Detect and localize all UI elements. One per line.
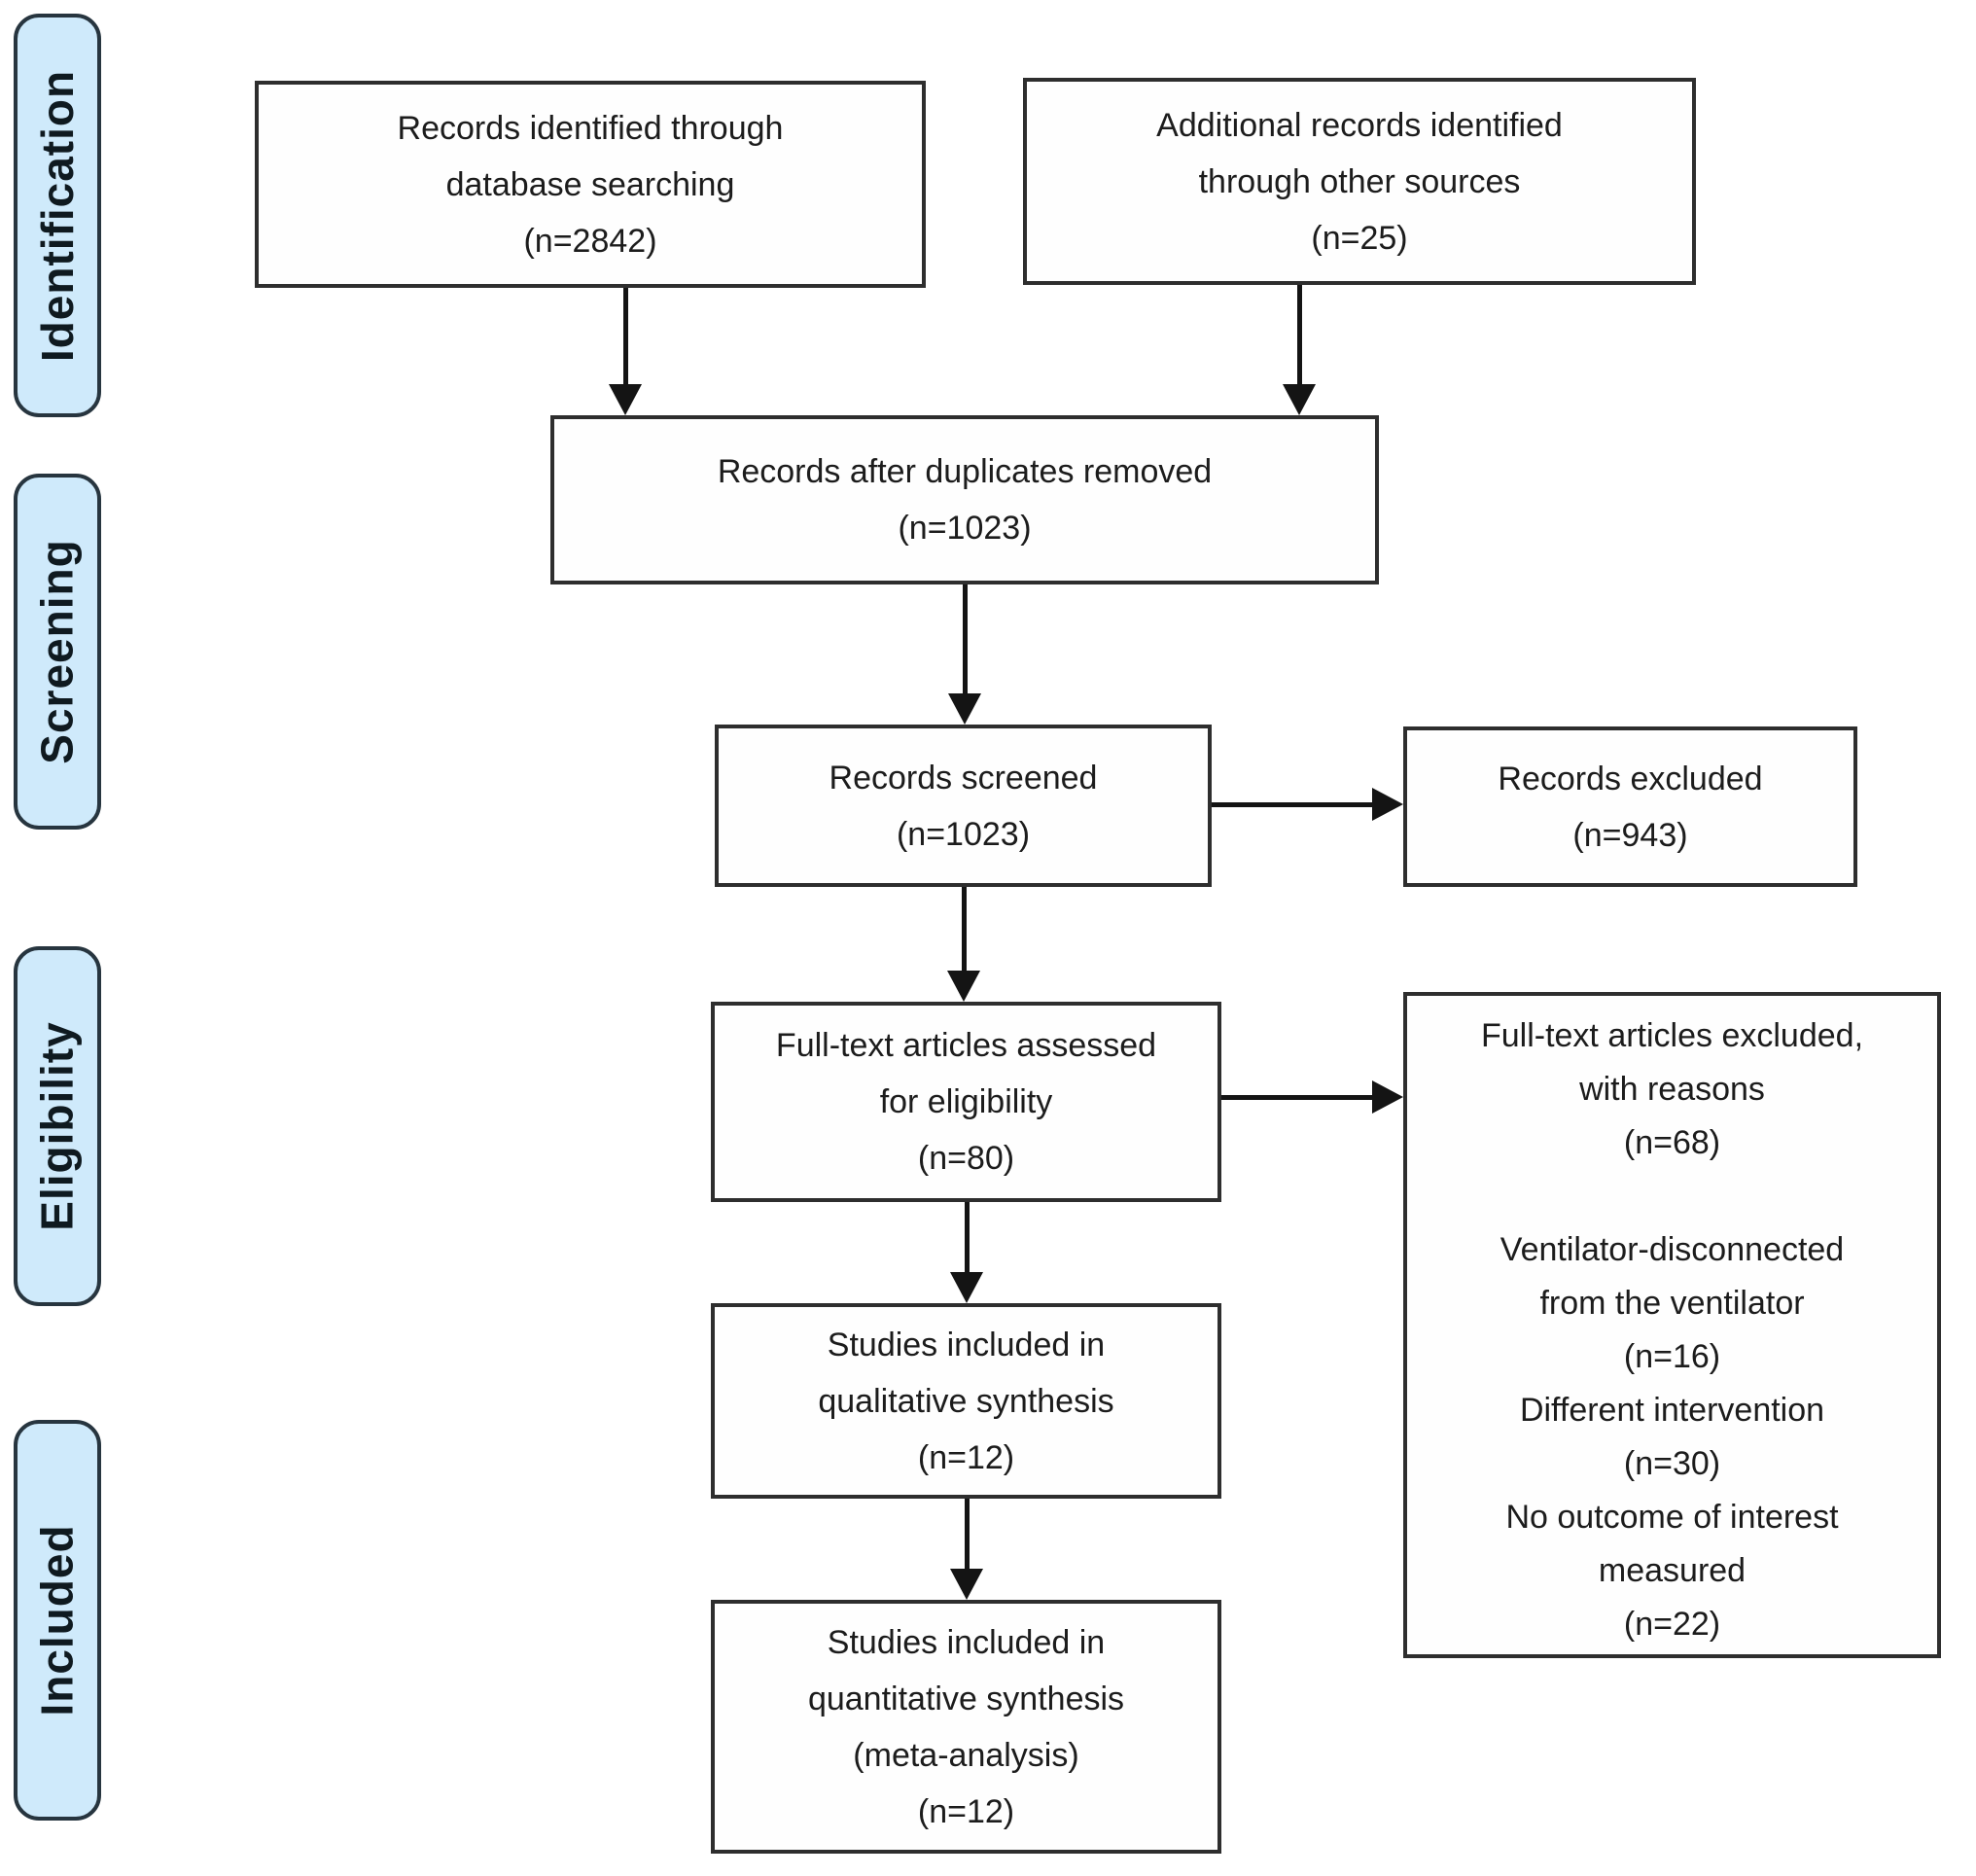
box-text-line: from the ventilator — [1539, 1285, 1805, 1322]
stage-label-identification — [14, 14, 101, 417]
box-text-line: (n=943) — [1572, 816, 1688, 854]
box-text-line: (n=30) — [1623, 1445, 1721, 1482]
box-text-line: (n=80) — [917, 1140, 1015, 1177]
arrow-right-head-icon — [1372, 1080, 1403, 1114]
stage-label-screening — [14, 474, 101, 830]
stage-label-eligibility — [14, 946, 101, 1306]
arrow-right-head-icon — [1372, 788, 1403, 821]
box-text-line: (n=12) — [917, 1792, 1015, 1830]
arrow-identified-to-duplicates — [609, 288, 642, 415]
box-text-line: Ventilator-disconnected — [1500, 1231, 1845, 1268]
arrow-shaft — [1221, 1095, 1372, 1100]
box-text-line: (n=12) — [917, 1438, 1015, 1476]
arrow-down-head-icon — [609, 384, 642, 415]
box-text-line: for eligibility — [879, 1083, 1053, 1120]
arrow-fulltext-to-qualitative — [950, 1202, 983, 1303]
box-text-line: (n=1023) — [896, 815, 1031, 853]
arrow-down-head-icon — [950, 1272, 983, 1303]
arrow-screened-to-fulltext — [947, 887, 980, 1002]
box-text-line: through other sources — [1198, 162, 1521, 200]
box-fulltext-assessed — [711, 1002, 1221, 1202]
box-qualitative-synthesis — [711, 1303, 1221, 1499]
box-text-line: Studies included in — [827, 1623, 1106, 1661]
box-records-identified — [255, 81, 926, 288]
box-text-line: Full-text articles excluded, — [1480, 1017, 1864, 1054]
box-additional-records — [1023, 78, 1696, 285]
box-text-line: Additional records identified — [1156, 106, 1563, 144]
box-text-line: No outcome of interest — [1505, 1499, 1839, 1536]
arrow-screened-to-excluded — [1212, 788, 1403, 821]
box-text-line: Records identified through — [397, 109, 784, 147]
box-text-line: database searching — [445, 165, 735, 203]
box-text-line: quantitative synthesis — [807, 1680, 1125, 1717]
arrow-down-head-icon — [947, 971, 980, 1002]
box-quantitative-synthesis — [711, 1600, 1221, 1854]
box-fulltext-excluded-reasons — [1403, 992, 1941, 1658]
arrow-fulltext-to-reasons — [1221, 1080, 1403, 1114]
stage-label-eligibility-text: Eligibility — [32, 1021, 83, 1231]
box-text-line: Records after duplicates removed — [717, 453, 1213, 490]
stage-label-included-text: Included — [32, 1524, 83, 1717]
box-records-screened — [715, 725, 1212, 887]
box-text-line: Full-text articles assessed — [775, 1027, 1157, 1064]
box-text-line: Records screened — [829, 759, 1098, 796]
box-text-line: Different intervention — [1519, 1392, 1825, 1429]
box-text-line: (n=68) — [1623, 1124, 1721, 1161]
arrow-shaft — [965, 1499, 970, 1569]
arrow-down-head-icon — [948, 693, 981, 725]
box-text-line: (n=2842) — [523, 222, 657, 260]
box-text-line: qualitative synthesis — [818, 1382, 1114, 1420]
arrow-shaft — [1212, 802, 1372, 807]
arrow-qualitative-to-quantitative — [950, 1499, 983, 1600]
box-text-line: with reasons — [1579, 1071, 1765, 1108]
stage-label-screening-text: Screening — [32, 539, 84, 764]
box-text-line: measured — [1598, 1552, 1747, 1589]
arrow-shaft — [1297, 285, 1302, 384]
box-text-line: (n=16) — [1623, 1338, 1721, 1375]
stage-label-identification-text: Identification — [32, 69, 84, 362]
arrow-duplicates-to-screened — [948, 584, 981, 725]
arrow-shaft — [963, 584, 968, 693]
box-text-line: (n=1023) — [898, 510, 1032, 547]
stage-label-included — [14, 1420, 101, 1821]
box-text-line: (meta-analysis) — [853, 1736, 1079, 1774]
box-records-excluded — [1403, 726, 1857, 887]
arrow-down-head-icon — [950, 1569, 983, 1600]
arrow-shaft — [965, 1202, 970, 1272]
arrow-shaft — [623, 288, 628, 384]
box-text-line: (n=22) — [1623, 1606, 1721, 1643]
box-text-line: Studies included in — [827, 1326, 1106, 1363]
box-text-line: (n=25) — [1311, 219, 1408, 257]
box-duplicates-removed — [550, 415, 1379, 584]
arrow-additional-to-duplicates — [1283, 285, 1316, 415]
arrow-down-head-icon — [1283, 384, 1316, 415]
box-text-line: Records excluded — [1498, 760, 1763, 797]
arrow-shaft — [962, 887, 967, 971]
